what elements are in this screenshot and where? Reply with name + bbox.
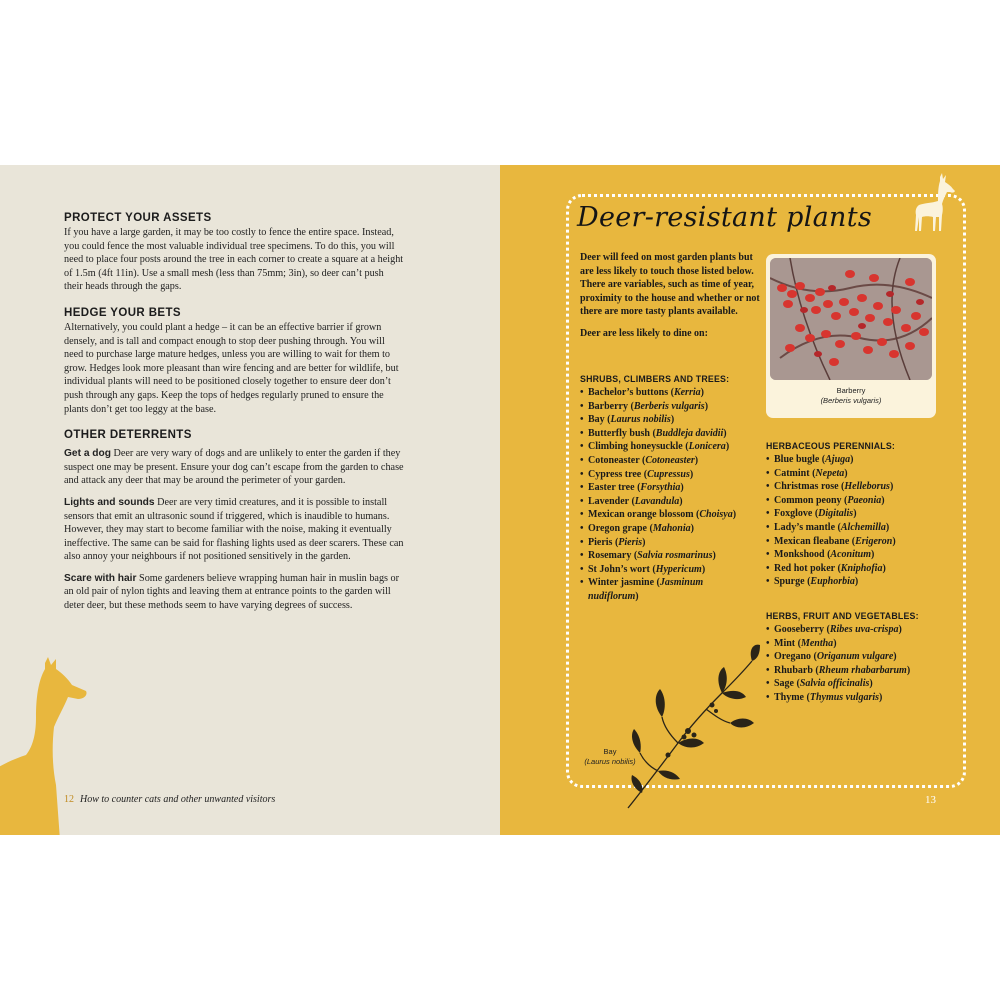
shrubs-list-block bbox=[580, 374, 760, 604]
list-item: • Monkshood (Aconitum) bbox=[766, 548, 946, 562]
intro-text bbox=[580, 251, 765, 349]
list-item: • Barberry (Berberis vulgaris) bbox=[580, 400, 760, 414]
caption-latin: (Berberis vulgaris) bbox=[820, 396, 882, 405]
caption-latin: (Laurus nobilis) bbox=[584, 757, 636, 766]
list-item: • Mint (Mentha) bbox=[766, 637, 946, 651]
list-item: • Climbing honeysuckle (Lonicera) bbox=[580, 440, 760, 454]
list-item: • Catmint (Nepeta) bbox=[766, 467, 946, 481]
caption-name: Bay bbox=[603, 747, 617, 756]
barberry-berries-image bbox=[770, 258, 932, 380]
section-paragraph bbox=[64, 496, 404, 564]
list-item: • Rosemary (Salvia rosmarinus) bbox=[580, 549, 760, 563]
list-item: • Butterfly bush (Buddleja davidii) bbox=[580, 427, 760, 441]
section-heading: OTHER DETERRENTS bbox=[64, 429, 192, 442]
plant-list bbox=[580, 386, 760, 604]
list-item: • St John’s wort (Hypericum) bbox=[580, 563, 760, 577]
paragraph-lead: Get a dog bbox=[64, 448, 111, 460]
section-paragraph bbox=[64, 572, 404, 613]
section-paragraph bbox=[64, 447, 404, 488]
list-item: • Blue bugle (Ajuga) bbox=[766, 453, 946, 467]
list-item: • Red hot poker (Kniphofia) bbox=[766, 562, 946, 576]
list-item: • Gooseberry (Ribes uva-crispa) bbox=[766, 623, 946, 637]
plant-list bbox=[766, 623, 946, 705]
paragraph-text: If you have a large garden, it may be too costly to fence the entire space. Instead, you could fence the most valuable individual tree specimens. To do this, you will need to place four posts around the tree in each corner to create a square at a height of 1.5m (4ft 11in). Use a small mesh (less than 75mm; 3in), so deer can’t push their heads through the gaps. bbox=[64, 227, 404, 293]
section-paragraph bbox=[64, 321, 404, 416]
section-hedge bbox=[64, 307, 404, 416]
paragraph-lead: Scare with hair bbox=[64, 572, 137, 584]
list-item: • Lavender (Lavandula) bbox=[580, 495, 760, 509]
list-item: • Mexican orange blossom (Choisya) bbox=[580, 508, 760, 522]
list-item: • Sage (Salvia officinalis) bbox=[766, 677, 946, 691]
section-heading: PROTECT YOUR ASSETS bbox=[64, 212, 212, 224]
paragraph-lead: Lights and sounds bbox=[64, 496, 155, 508]
list-item: • Oregon grape (Mahonia) bbox=[580, 522, 760, 536]
paragraph-text: Deer are very wary of dogs and are unlikely to enter the garden if they suspect one may be present. Ensure your dog can’t escape from the garden to chase and attack any deer that may be around the perimeter of your garden. bbox=[64, 448, 404, 487]
list-item: • Bachelor’s buttons (Kerria) bbox=[580, 386, 760, 400]
left-text-column bbox=[64, 212, 404, 626]
list-item: • Cotoneaster (Cotoneaster) bbox=[580, 454, 760, 468]
list-heading: HERBACEOUS PERENNIALS: bbox=[766, 441, 896, 451]
section-heading: HEDGE YOUR BETS bbox=[64, 306, 181, 319]
running-title: How to counter cats and other unwanted visitors bbox=[80, 794, 276, 805]
list-item: • Mexican fleabane (Erigeron) bbox=[766, 535, 946, 549]
herbaceous-list-block bbox=[766, 441, 946, 589]
herbs-list-block bbox=[766, 611, 946, 705]
list-item: • Spurge (Euphorbia) bbox=[766, 575, 946, 589]
photo-caption bbox=[766, 386, 936, 406]
barberry-photo-card bbox=[766, 254, 936, 418]
caption-name: Barberry bbox=[836, 386, 866, 395]
list-item: • Foxglove (Digitalis) bbox=[766, 507, 946, 521]
list-item: • Easter tree (Forsythia) bbox=[580, 481, 760, 495]
list-item: • Winter jasmine (Jasminum nudiflorum) bbox=[580, 576, 728, 603]
intro-paragraph: Deer will feed on most garden plants but are less likely to touch those listed below. There are variables, such as time of year, proximity to the house and whether or not there are more tasty plants available. bbox=[580, 252, 760, 318]
list-item: • Christmas rose (Helleborus) bbox=[766, 480, 946, 494]
book-spread bbox=[0, 165, 1000, 835]
bay-caption bbox=[578, 747, 642, 767]
section-paragraph bbox=[64, 226, 404, 294]
list-item: • Pieris (Pieris) bbox=[580, 536, 760, 550]
section-deterrents bbox=[64, 429, 404, 613]
list-item: • Thyme (Thymus vulgaris) bbox=[766, 691, 946, 705]
list-item: • Lady’s mantle (Alchemilla) bbox=[766, 521, 946, 535]
intro-subhead: Deer are less likely to dine on: bbox=[580, 327, 708, 339]
left-page bbox=[0, 165, 500, 835]
list-item: • Bay (Laurus nobilis) bbox=[580, 413, 760, 427]
deer-silhouette-icon bbox=[0, 655, 100, 835]
page-title: Deer-resistant plants bbox=[577, 202, 873, 233]
bay-branch-illustration bbox=[618, 643, 768, 813]
list-item: • Cypress tree (Cupressus) bbox=[580, 468, 760, 482]
list-heading: SHRUBS, CLIMBERS AND TREES: bbox=[580, 374, 730, 384]
page-number: 12 bbox=[64, 794, 74, 805]
section-protect bbox=[64, 212, 404, 294]
paragraph-text: Alternatively, you could plant a hedge – it can be an effective barrier if grown densely, and is tall and compact enough to stop deer pushing through. You will need to purchase large mature hedges, unless you are willing to wait for them to grow. Hedges look more pleasant than wire fencing and are better for wildlife, but individual plants will need to be positioned closely together to ensure deer don’t push through any gaps. Keep the tops of hedges regularly pruned to ensure the plants don’t get too leggy at the base. bbox=[64, 321, 399, 415]
paragraph-text: Deer are very timid creatures, and it is possible to install sensors that emit an ultrasonic sound if triggered, which is inaudible to humans. However, they may start to become familiar with the noise, making it eventually ineffective. The same can be said for flashing lights used as deer scarers. These can also annoy your neighbours if not positioned sensitively in the garden. bbox=[64, 496, 404, 563]
left-footer bbox=[64, 794, 275, 805]
page-number: 13 bbox=[925, 794, 936, 806]
right-page bbox=[500, 165, 1000, 835]
list-item: • Common peony (Paeonia) bbox=[766, 494, 946, 508]
list-item: • Oregano (Origanum vulgare) bbox=[766, 650, 946, 664]
barberry-photo bbox=[770, 258, 932, 380]
list-heading: HERBS, FRUIT AND VEGETABLES: bbox=[766, 611, 919, 621]
paragraph-text: Some gardeners believe wrapping human hair in muslin bags or an old pair of nylon tights and leaving them at entrance points to the garden will deter deer, but these methods seem to have varying degrees of success. bbox=[64, 572, 400, 612]
deer-outline-icon bbox=[912, 173, 956, 233]
plant-list bbox=[766, 453, 946, 589]
list-item: • Rhubarb (Rheum rhabarbarum) bbox=[766, 664, 946, 678]
